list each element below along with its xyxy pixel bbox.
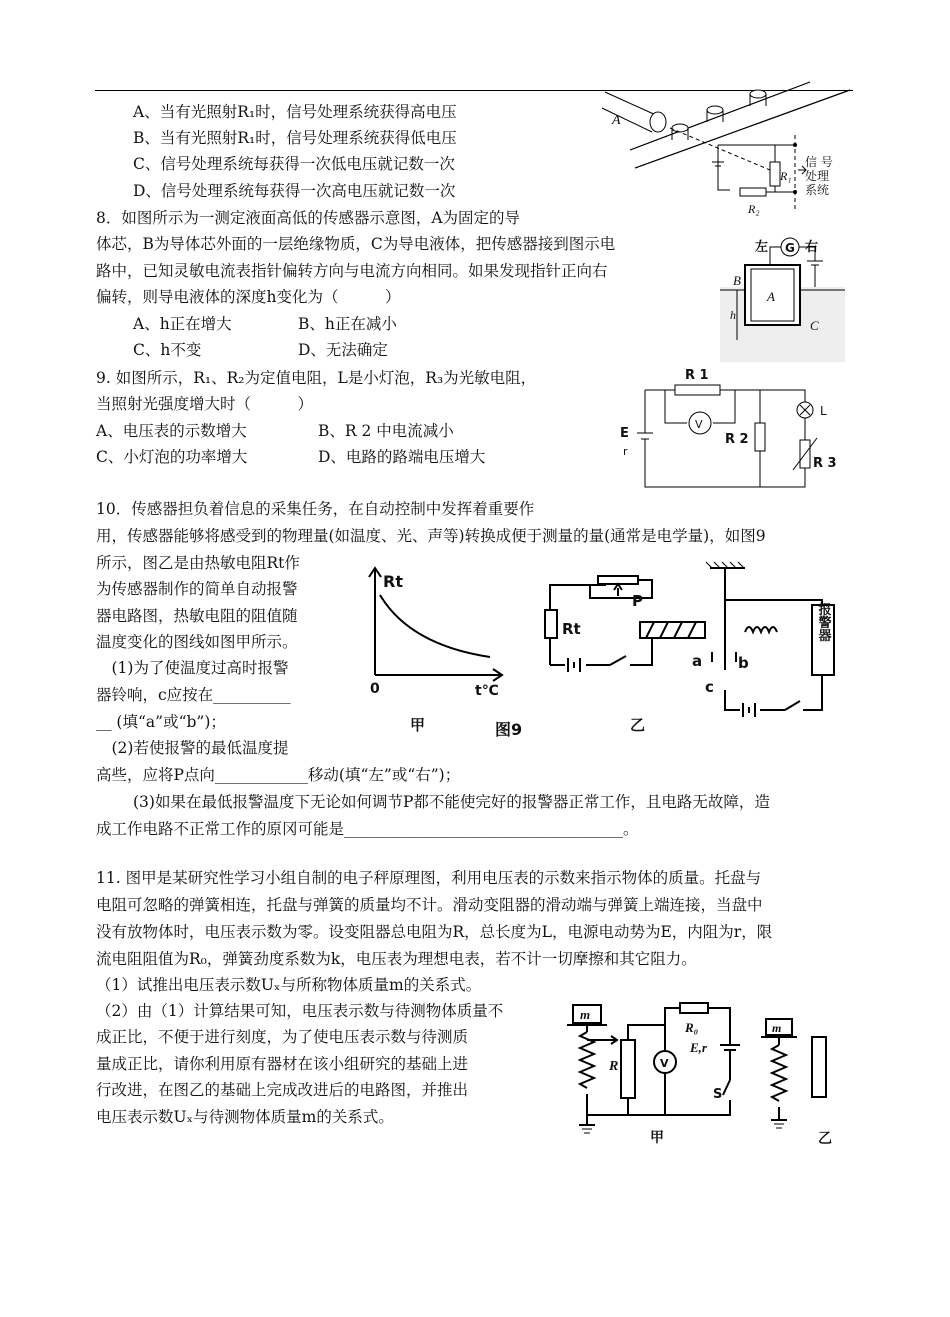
q11-part2-2: 成正比，不便于进行刻度，为了使电压表示数与待测质 (96, 1028, 469, 1046)
q10-text-7: __ (填“a”或“b”)； (96, 713, 226, 731)
q10-text-3: 器电路图，热敏电阻的阻值随 (96, 607, 298, 625)
q11-line2: 电阻可忽略的弹簧相连，托盘与弹簧的质量均不计。滑动变阻器的滑动端与弹簧上端连接，当盘中 (96, 896, 763, 914)
q11-part2-3: 量成正比，请你利用原有器材在该小组研究的基础上进 (96, 1055, 469, 1073)
q10-text-1: 所示，图乙是由热敏电阻Rt作 (96, 554, 300, 572)
svg-text:R 1: R 1 (685, 368, 709, 383)
q7-option-d: D、信号处理系统每获得一次高电压就记数一次 (133, 182, 456, 200)
q10-line-3a: (3)如果在最低报警温度下无论如何调节P都不能使完好的报警器正常工作，且电路无故障，造 (133, 793, 770, 811)
q9-line1: 9. 如图所示，R₁、R₂为定值电阻，L是小灯泡，R₃为光敏电阻， (96, 369, 537, 387)
svg-text:左: 左 (755, 240, 769, 255)
svg-text:m: m (580, 1007, 591, 1022)
svg-text:处理: 处理 (805, 169, 830, 183)
svg-text:t℃: t℃ (475, 683, 499, 699)
svg-text:S: S (713, 1087, 723, 1102)
svg-text:R 2: R 2 (725, 432, 749, 447)
q8-option-d: D、无法确定 (298, 341, 388, 359)
q10-graph-jia (365, 565, 523, 740)
q11-part2-1: （2）由（1）计算结果可知，电压表示数与待测物体质量不 (96, 1002, 504, 1020)
q9-option-c: C、小灯泡的功率增大 (96, 448, 248, 466)
svg-text:m: m (772, 1021, 782, 1035)
q10-circuit-yi (540, 560, 840, 740)
q10-text-2: 为传感器制作的简单自动报警 (96, 580, 298, 598)
q8-liquid-sensor-figure (715, 235, 855, 370)
q7-option-c: C、信号处理系统每获得一次低电压就记数一次 (133, 155, 455, 173)
q11-line1: 11. 图甲是某研究性学习小组自制的电子秤原理图，利用电压表的示数来指示物体的质量。托盘与 (96, 869, 762, 887)
svg-text:0: 0 (370, 681, 380, 697)
q9-option-b: B、R 2 中电流减小 (318, 422, 454, 440)
q7-option-a: A、当有光照射R₁时，信号处理系统获得高电压 (133, 103, 457, 121)
svg-text:A: A (767, 289, 775, 304)
svg-text:L: L (820, 404, 827, 418)
q9-circuit-figure (615, 365, 840, 495)
svg-text:右: 右 (805, 240, 819, 255)
q8-line2: 体芯，B为导体芯外面的一层绝缘物质，C为导电液体，把传感器接到图示电 (96, 235, 616, 253)
svg-text:信 号: 信 号 (805, 155, 833, 169)
q7-conveyor-figure (600, 80, 860, 230)
q10-text-6: 器铃响，c应按在__________ (96, 686, 291, 704)
svg-text:R₁: R₁ (780, 169, 792, 183)
q10-text-5: (1)为了使温度过高时报警 (96, 659, 289, 677)
svg-text:h: h (730, 308, 736, 322)
svg-text:A: A (612, 113, 621, 128)
svg-text:Rt: Rt (562, 620, 581, 638)
svg-text:r: r (623, 445, 628, 458)
svg-text:R: R (609, 1059, 619, 1074)
svg-text:V: V (660, 1057, 669, 1070)
q8-option-b: B、h正在减小 (298, 315, 397, 333)
svg-text:R 3: R 3 (813, 456, 837, 471)
svg-text:甲: 甲 (650, 1130, 664, 1146)
q10-line-p: 高些，应将P点向____________移动(填“左”或“右”)； (96, 766, 461, 784)
svg-text:b: b (738, 654, 749, 672)
svg-text:B: B (733, 273, 741, 288)
q8-line4: 偏转，则导电液体的深度h变化为（ ） (96, 288, 401, 306)
svg-text:R₀: R₀ (685, 1020, 699, 1035)
q11-part2-4: 行改进，在图乙的基础上完成改进后的电路图，并推出 (96, 1081, 469, 1099)
svg-text:乙: 乙 (818, 1131, 832, 1147)
svg-text:R₂: R₂ (748, 202, 760, 216)
svg-text:报警器: 报警器 (815, 602, 831, 642)
q10-line2: 用，传感器能够将感受到的物理量(如温度、光、声等)转换成便于测量的量(通常是电学量)，如图9 (96, 527, 766, 545)
svg-text:Rt: Rt (383, 572, 403, 591)
q11-part1: （1）试推出电压表示数Uₓ与所称物体质量m的关系式。 (96, 976, 482, 994)
svg-text:c: c (705, 678, 714, 696)
q10-text-8: (2)若使报警的最低温度提 (96, 739, 289, 757)
q11-scale-figure-yi (760, 1015, 850, 1150)
q9-line2: 当照射光强度增大时（ ） (96, 395, 314, 413)
q8-option-c: C、h不变 (133, 341, 202, 359)
svg-text:系统: 系统 (805, 183, 830, 197)
q10-line1: 10．传感器担负着信息的采集任务，在自动控制中发挥着重要作 (96, 500, 535, 518)
svg-text:a: a (692, 652, 703, 670)
svg-text:E: E (620, 426, 629, 441)
q8-option-a: A、h正在增大 (133, 315, 232, 333)
q11-scale-figure-jia (565, 1000, 770, 1150)
q11-part2-5: 电压表示数Uₓ与待测物体质量m的关系式。 (96, 1108, 394, 1126)
q9-option-d: D、电路的路端电压增大 (318, 448, 486, 466)
q8-line3: 路中，已知灵敏电流表指针偏转方向与电流方向相同。如果发现指针正向右 (96, 262, 608, 280)
q10-text-4: 温度变化的图线如图甲所示。 (96, 633, 298, 651)
svg-text:C: C (810, 318, 819, 333)
svg-text:甲: 甲 (410, 716, 426, 734)
svg-text:E,r: E,r (690, 1040, 707, 1055)
q10-line-3b: 成工作电路不正常工作的原冈可能是____________________________________。 (96, 820, 639, 838)
q9-option-a: A、电压表的示数增大 (96, 422, 247, 440)
svg-text:P: P (632, 592, 643, 610)
q7-option-b: B、当有光照射R₁时，信号处理系统获得低电压 (133, 129, 457, 147)
svg-text:V: V (695, 418, 703, 431)
q8-line1: 8．如图所示为一测定液面高低的传感器示意图，A为固定的导 (96, 209, 521, 227)
svg-text:G: G (785, 241, 795, 255)
q11-line4: 流电阻阻值为R₀，弹簧劲度系数为k，电压表为理想电表，若不计一切摩擦和其它阻力。 (96, 950, 697, 968)
svg-text:乙: 乙 (630, 716, 646, 734)
q11-line3: 没有放物体时，电压表示数为零。设变阻器总电阻为R，总长度为L，电源电动势为E，内阻为r，限 (96, 923, 773, 941)
svg-text:图9: 图9 (495, 720, 523, 739)
